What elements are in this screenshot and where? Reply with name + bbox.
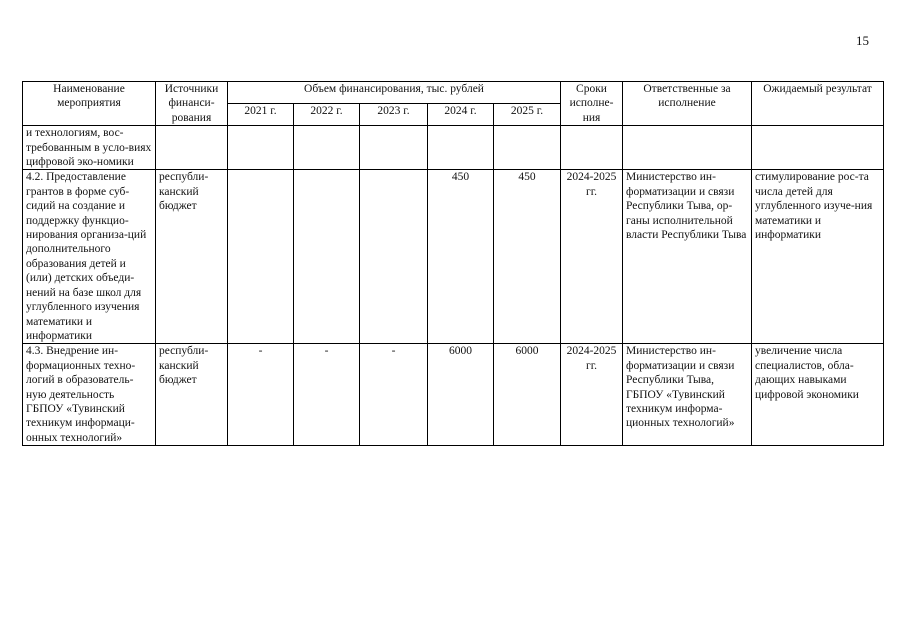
row-name: 4.3. Внедрение ин-формационных техно-логий в образователь-ную деятельность ГБПОУ «Тувинский техникум информаци-онных технологий» bbox=[23, 344, 156, 446]
header-terms: Сроки исполне-ния bbox=[561, 82, 623, 126]
header-row bbox=[23, 82, 884, 104]
row-terms bbox=[561, 126, 623, 170]
row-2022: - bbox=[294, 344, 360, 446]
row-result: увеличение числа специалистов, обла-дающих навыками цифровой экономики bbox=[752, 344, 884, 446]
financing-table bbox=[22, 81, 884, 446]
row-2025: 6000 bbox=[494, 344, 561, 446]
header-year: 2024 г. bbox=[428, 104, 494, 126]
header-result: Ожидаемый результат bbox=[752, 82, 884, 126]
row-2021 bbox=[228, 126, 294, 170]
row-2021 bbox=[228, 170, 294, 344]
header-year: 2025 г. bbox=[494, 104, 561, 126]
row-result: стимулирование рос-та числа детей для углубленного изуче-ния математики и информатики bbox=[752, 170, 884, 344]
row-2022 bbox=[294, 126, 360, 170]
row-2024 bbox=[428, 126, 494, 170]
table-row bbox=[23, 344, 884, 446]
row-responsible bbox=[623, 126, 752, 170]
header-year: 2023 г. bbox=[360, 104, 428, 126]
table-row bbox=[23, 126, 884, 170]
header-year: 2021 г. bbox=[228, 104, 294, 126]
row-result bbox=[752, 126, 884, 170]
row-source bbox=[156, 126, 228, 170]
row-terms: 2024-2025 гг. bbox=[561, 170, 623, 344]
row-2025 bbox=[494, 126, 561, 170]
header-responsible: Ответственные за исполнение bbox=[623, 82, 752, 126]
page-number: 15 bbox=[856, 33, 869, 48]
row-2024: 450 bbox=[428, 170, 494, 344]
row-2023: - bbox=[360, 344, 428, 446]
header-year: 2022 г. bbox=[294, 104, 360, 126]
row-responsible: Министерство ин-форматизации и связи Республики Тыва, ГБПОУ «Тувинский техникум информа-ционных технологий» bbox=[623, 344, 752, 446]
row-source: республи-канский бюджет bbox=[156, 344, 228, 446]
row-2021: - bbox=[228, 344, 294, 446]
table-row bbox=[23, 170, 884, 344]
header-source: Источники финанси-рования bbox=[156, 82, 228, 126]
row-name: 4.2. Предоставление грантов в форме суб-сидий на создание и поддержку функцио-нирования организа-ций дополнительного образования детей и (или) детских объеди-нений на базе школ для углубленного изучения математики и информатики bbox=[23, 170, 156, 344]
row-terms: 2024-2025 гг. bbox=[561, 344, 623, 446]
row-2022 bbox=[294, 170, 360, 344]
row-2023 bbox=[360, 126, 428, 170]
row-responsible: Министерство ин-форматизации и связи Республики Тыва, ор-ганы исполнительной власти Республики Тыва bbox=[623, 170, 752, 344]
row-2025: 450 bbox=[494, 170, 561, 344]
header-volume: Объем финансирования, тыс. рублей bbox=[228, 82, 561, 104]
header-name: Наименование мероприятия bbox=[23, 82, 156, 126]
row-source: республи-канский бюджет bbox=[156, 170, 228, 344]
row-2024: 6000 bbox=[428, 344, 494, 446]
row-2023 bbox=[360, 170, 428, 344]
row-name: и технологиям, вос-требованным в усло-виях цифровой эко-номики bbox=[23, 126, 156, 170]
